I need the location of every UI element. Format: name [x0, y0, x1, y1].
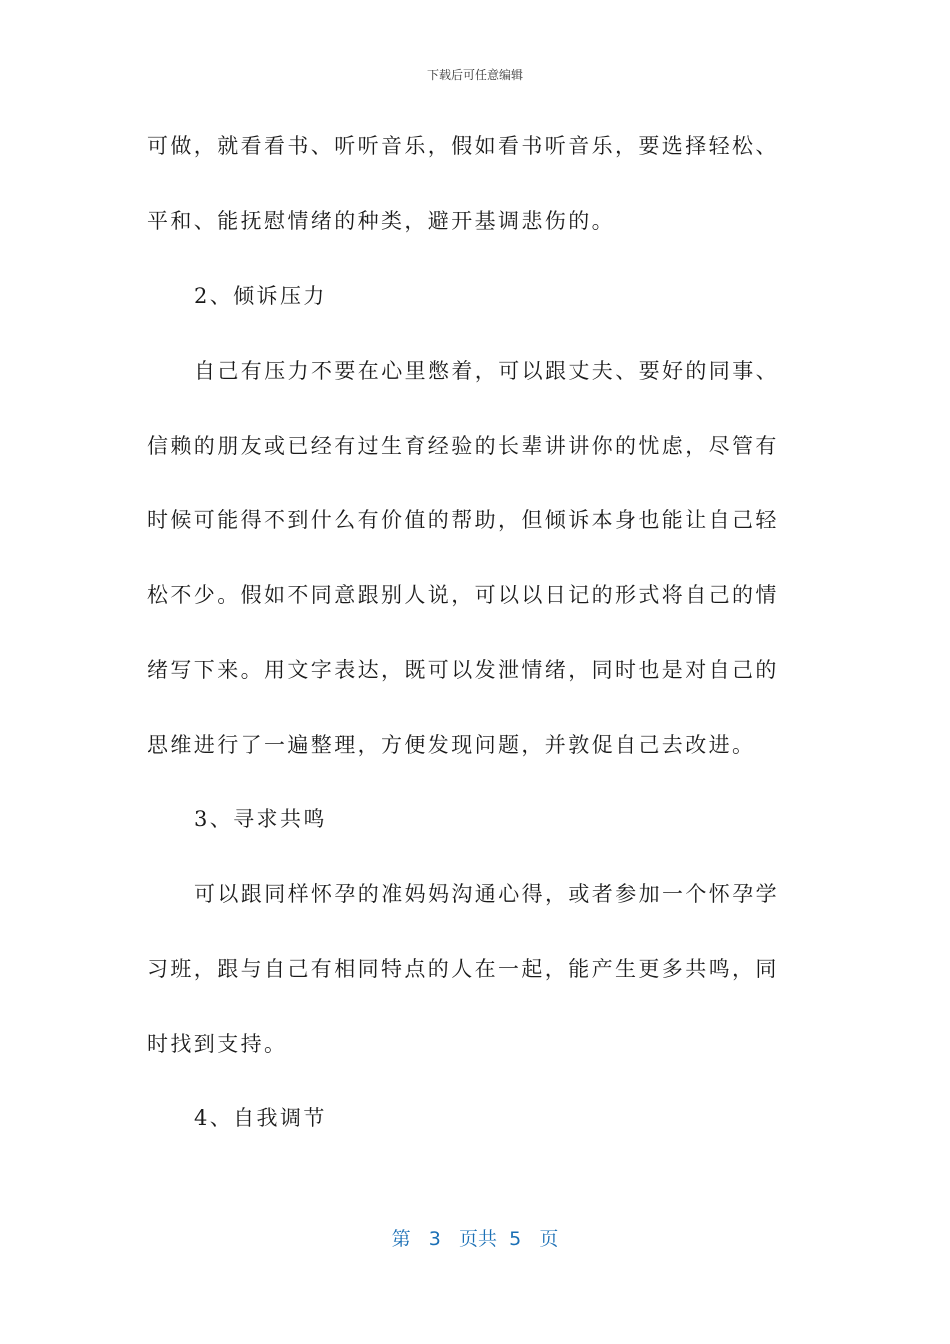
total-pages-number: 5	[509, 1228, 522, 1250]
body-line: 信赖的朋友或已经有过生育经验的长辈讲讲你的忧虑，尽管有	[147, 434, 779, 458]
body-line: 平和、能抚慰情绪的种类，避开基调悲伤的。	[147, 209, 615, 233]
page-header: 下载后可任意编辑	[426, 68, 523, 82]
page-footer	[0, 1224, 950, 1251]
body-line: 松不少。假如不同意跟别人说，可以以日记的形式将自己的情	[147, 583, 779, 607]
body-line: 思维进行了一遍整理，方便发现问题，并敦促自己去改进。	[147, 733, 756, 757]
footer-suffix: 页	[539, 1228, 559, 1250]
body-line: 自己有压力不要在心里憋着，可以跟丈夫、要好的同事、	[194, 359, 779, 383]
body-line: 习班，跟与自己有相同特点的人在一起，能产生更多共鸣，同	[147, 957, 779, 981]
section-heading: 2、倾诉压力	[194, 284, 327, 308]
footer-prefix: 第	[391, 1228, 411, 1250]
body-line: 绪写下来。用文字表达，既可以发泄情绪，同时也是对自己的	[147, 658, 779, 682]
body-line: 时候可能得不到什么有价值的帮助，但倾诉本身也能让自己轻	[147, 508, 779, 532]
body-line: 可做，就看看书、听听音乐，假如看书听音乐，要选择轻松、	[147, 134, 779, 158]
footer-middle: 页共	[459, 1228, 498, 1250]
body-line: 时找到支持。	[147, 1032, 288, 1056]
section-heading: 4、自我调节	[194, 1106, 327, 1130]
body-line: 可以跟同样怀孕的准妈妈沟通心得，或者参加一个怀孕学	[194, 882, 779, 906]
current-page-number: 3	[428, 1228, 441, 1250]
section-heading: 3、寻求共鸣	[194, 807, 327, 831]
